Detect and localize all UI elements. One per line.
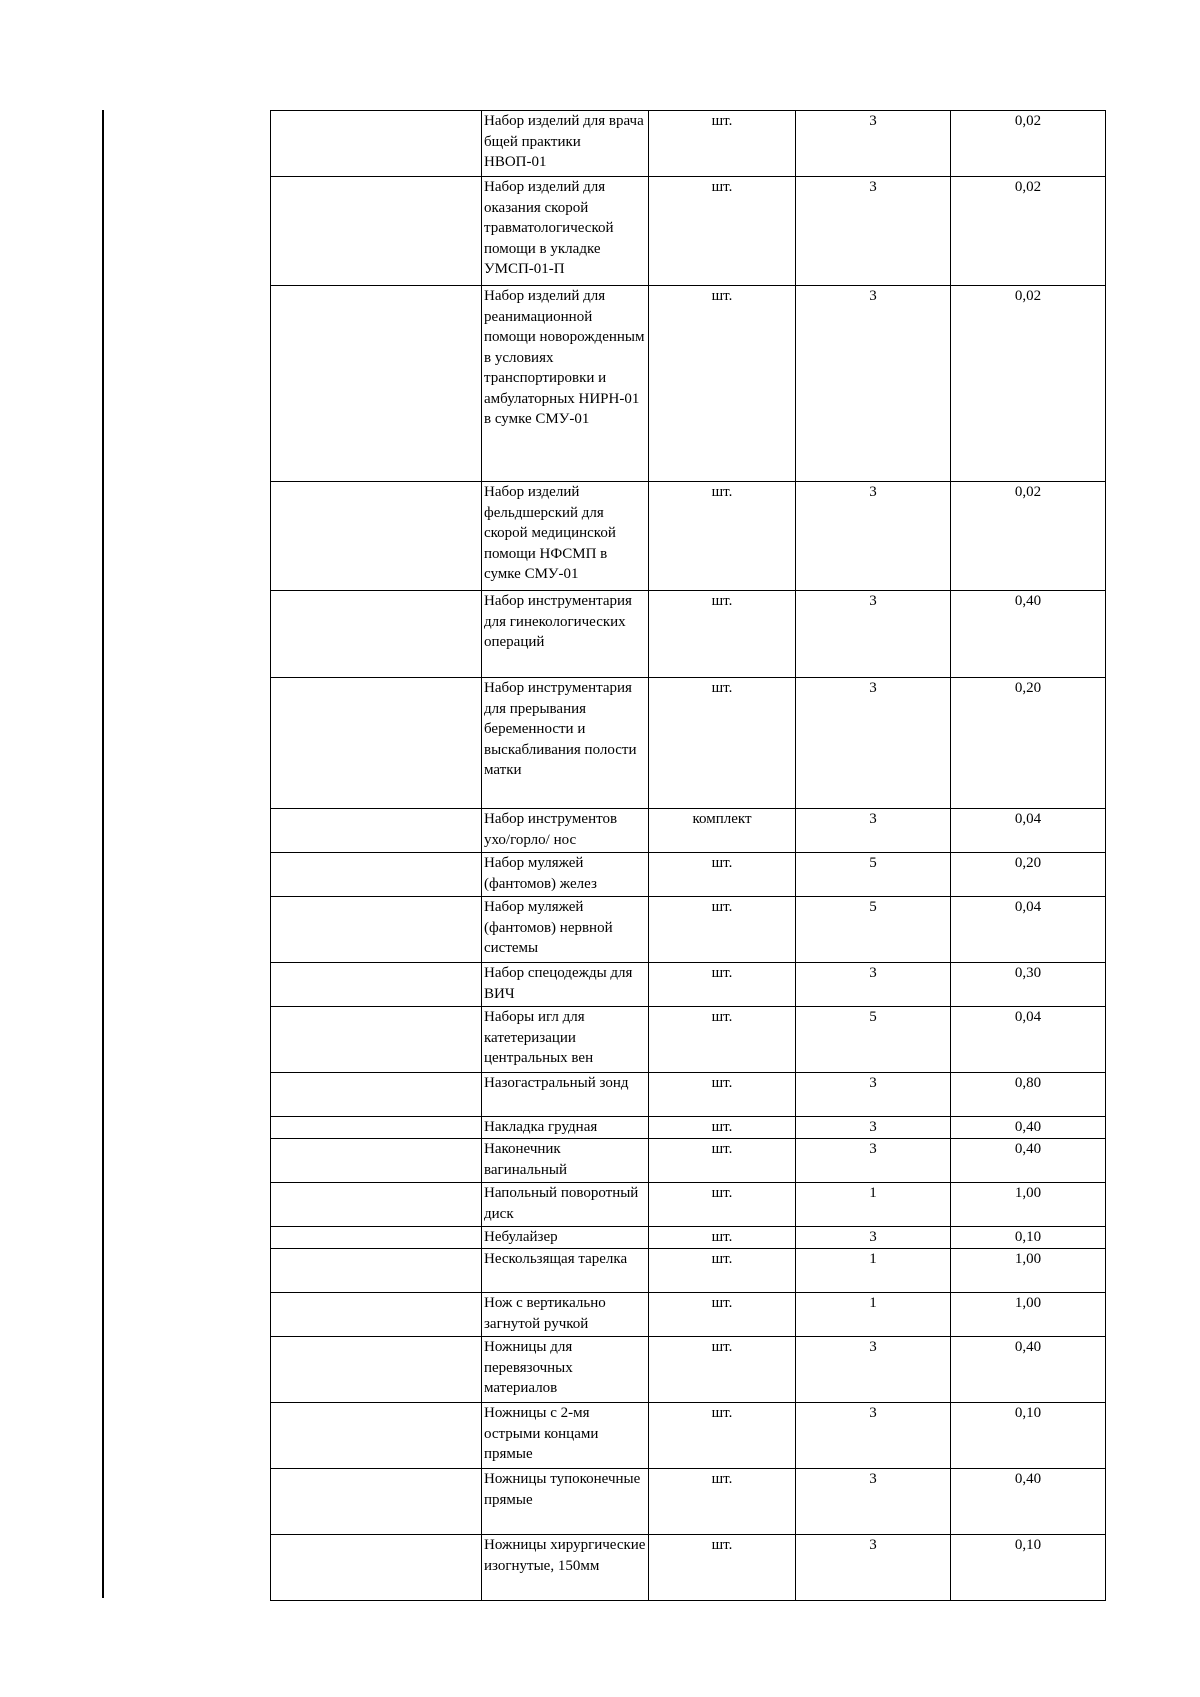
blank-cell — [271, 1007, 482, 1073]
item-norm: 0,10 — [951, 1403, 1106, 1469]
item-quantity: 3 — [796, 111, 951, 177]
item-quantity: 3 — [796, 591, 951, 678]
item-quantity: 3 — [796, 1337, 951, 1403]
table-row — [271, 1139, 1106, 1183]
blank-cell — [271, 1139, 482, 1183]
item-name: Ножницы тупоконечные прямые — [482, 1469, 649, 1535]
item-norm: 0,80 — [951, 1073, 1106, 1117]
blank-cell — [271, 1227, 482, 1249]
table-row — [271, 111, 1106, 177]
item-quantity: 3 — [796, 1227, 951, 1249]
blank-cell — [271, 177, 482, 286]
table-row — [271, 1469, 1106, 1535]
item-unit: шт. — [649, 177, 796, 286]
item-quantity: 3 — [796, 678, 951, 809]
table-row — [271, 1535, 1106, 1601]
table-row — [271, 591, 1106, 678]
blank-cell — [271, 678, 482, 809]
item-quantity: 5 — [796, 897, 951, 963]
item-name: Назогастральный зонд — [482, 1073, 649, 1117]
item-norm: 0,10 — [951, 1227, 1106, 1249]
blank-cell — [271, 591, 482, 678]
item-name: Набор изделий для врача бщей практики НВОП-01 — [482, 111, 649, 177]
item-unit: шт. — [649, 897, 796, 963]
table-row — [271, 1293, 1106, 1337]
item-quantity: 3 — [796, 963, 951, 1007]
item-unit: шт. — [649, 853, 796, 897]
table-row — [271, 482, 1106, 591]
item-norm: 0,30 — [951, 963, 1106, 1007]
item-name: Наборы игл для катетеризации центральных вен — [482, 1007, 649, 1073]
blank-cell — [271, 853, 482, 897]
blank-cell — [271, 963, 482, 1007]
item-name: Ножницы с 2-мя острыми концами прямые — [482, 1403, 649, 1469]
blank-cell — [271, 1117, 482, 1139]
table-row — [271, 963, 1106, 1007]
item-unit: шт. — [649, 678, 796, 809]
table-row — [271, 897, 1106, 963]
item-norm: 0,04 — [951, 809, 1106, 853]
item-unit: комплект — [649, 809, 796, 853]
item-norm: 0,40 — [951, 591, 1106, 678]
item-unit: шт. — [649, 1227, 796, 1249]
item-unit: шт. — [649, 482, 796, 591]
item-norm: 1,00 — [951, 1249, 1106, 1293]
item-quantity: 5 — [796, 1007, 951, 1073]
item-quantity: 3 — [796, 1139, 951, 1183]
item-quantity: 3 — [796, 177, 951, 286]
table-row — [271, 1073, 1106, 1117]
blank-cell — [271, 1337, 482, 1403]
item-unit: шт. — [649, 1293, 796, 1337]
item-name: Ножницы хирургические изогнутые, 150мм — [482, 1535, 649, 1601]
left-margin-line — [102, 110, 104, 1598]
table-row — [271, 809, 1106, 853]
table-row — [271, 853, 1106, 897]
item-name: Напольный поворотный диск — [482, 1183, 649, 1227]
table-row — [271, 1117, 1106, 1139]
item-norm: 0,02 — [951, 286, 1106, 482]
item-unit: шт. — [649, 1249, 796, 1293]
blank-cell — [271, 1469, 482, 1535]
table-row — [271, 1007, 1106, 1073]
item-norm: 0,40 — [951, 1469, 1106, 1535]
item-name: Ножницы для перевязочных материалов — [482, 1337, 649, 1403]
blank-cell — [271, 1535, 482, 1601]
table-row — [271, 1227, 1106, 1249]
item-name: Набор изделий для реанимационной помощи новорожденным в условиях транспортировки и амбулаторных НИРН-01 в сумке СМУ-01 — [482, 286, 649, 482]
blank-cell — [271, 1183, 482, 1227]
item-unit: шт. — [649, 1337, 796, 1403]
item-name: Набор муляжей (фантомов) желез — [482, 853, 649, 897]
item-quantity: 1 — [796, 1183, 951, 1227]
table-row — [271, 177, 1106, 286]
item-norm: 0,20 — [951, 853, 1106, 897]
item-name: Нескользящая тарелка — [482, 1249, 649, 1293]
blank-cell — [271, 1073, 482, 1117]
blank-cell — [271, 809, 482, 853]
item-name: Накладка грудная — [482, 1117, 649, 1139]
blank-cell — [271, 111, 482, 177]
item-unit: шт. — [649, 286, 796, 482]
blank-cell — [271, 897, 482, 963]
item-quantity: 3 — [796, 1535, 951, 1601]
table-row — [271, 1403, 1106, 1469]
item-norm: 0,02 — [951, 111, 1106, 177]
blank-cell — [271, 1249, 482, 1293]
item-quantity: 3 — [796, 1117, 951, 1139]
item-quantity: 1 — [796, 1293, 951, 1337]
item-unit: шт. — [649, 1139, 796, 1183]
item-quantity: 3 — [796, 1469, 951, 1535]
table-row — [271, 286, 1106, 482]
item-quantity: 3 — [796, 286, 951, 482]
item-unit: шт. — [649, 1183, 796, 1227]
item-name: Набор муляжей (фантомов) нервной системы — [482, 897, 649, 963]
item-unit: шт. — [649, 1007, 796, 1073]
item-norm: 0,40 — [951, 1337, 1106, 1403]
item-name: Набор изделий фельдшерский для скорой медицинской помощи НФСМП в сумке СМУ-01 — [482, 482, 649, 591]
item-norm: 0,02 — [951, 177, 1106, 286]
item-name: Набор инструментария для прерывания беременности и выскабливания полости матки — [482, 678, 649, 809]
item-unit: шт. — [649, 1403, 796, 1469]
blank-cell — [271, 1403, 482, 1469]
item-name: Набор инструментов ухо/горло/ нос — [482, 809, 649, 853]
item-norm: 1,00 — [951, 1293, 1106, 1337]
item-unit: шт. — [649, 111, 796, 177]
item-name: Наконечник вагинальный — [482, 1139, 649, 1183]
item-unit: шт. — [649, 1469, 796, 1535]
table-row — [271, 1183, 1106, 1227]
item-name: Небулайзер — [482, 1227, 649, 1249]
item-name: Набор изделий для оказания скорой травматологической помощи в укладке УМСП-01-П — [482, 177, 649, 286]
blank-cell — [271, 482, 482, 591]
blank-cell — [271, 1293, 482, 1337]
item-norm: 0,02 — [951, 482, 1106, 591]
item-unit: шт. — [649, 1073, 796, 1117]
table-row — [271, 678, 1106, 809]
item-norm: 1,00 — [951, 1183, 1106, 1227]
equipment-table — [270, 110, 1106, 1601]
item-quantity: 3 — [796, 809, 951, 853]
item-norm: 0,40 — [951, 1139, 1106, 1183]
item-unit: шт. — [649, 1117, 796, 1139]
item-norm: 0,10 — [951, 1535, 1106, 1601]
item-norm: 0,20 — [951, 678, 1106, 809]
table-row — [271, 1249, 1106, 1293]
item-quantity: 3 — [796, 482, 951, 591]
table-row — [271, 1337, 1106, 1403]
item-quantity: 3 — [796, 1073, 951, 1117]
item-quantity: 1 — [796, 1249, 951, 1293]
item-norm: 0,40 — [951, 1117, 1106, 1139]
item-unit: шт. — [649, 1535, 796, 1601]
item-name: Набор инструментария для гинекологических операций — [482, 591, 649, 678]
item-norm: 0,04 — [951, 897, 1106, 963]
blank-cell — [271, 286, 482, 482]
item-name: Набор спецодежды для ВИЧ — [482, 963, 649, 1007]
item-unit: шт. — [649, 963, 796, 1007]
item-quantity: 3 — [796, 1403, 951, 1469]
item-norm: 0,04 — [951, 1007, 1106, 1073]
item-name: Нож с вертикально загнутой ручкой — [482, 1293, 649, 1337]
item-quantity: 5 — [796, 853, 951, 897]
item-unit: шт. — [649, 591, 796, 678]
